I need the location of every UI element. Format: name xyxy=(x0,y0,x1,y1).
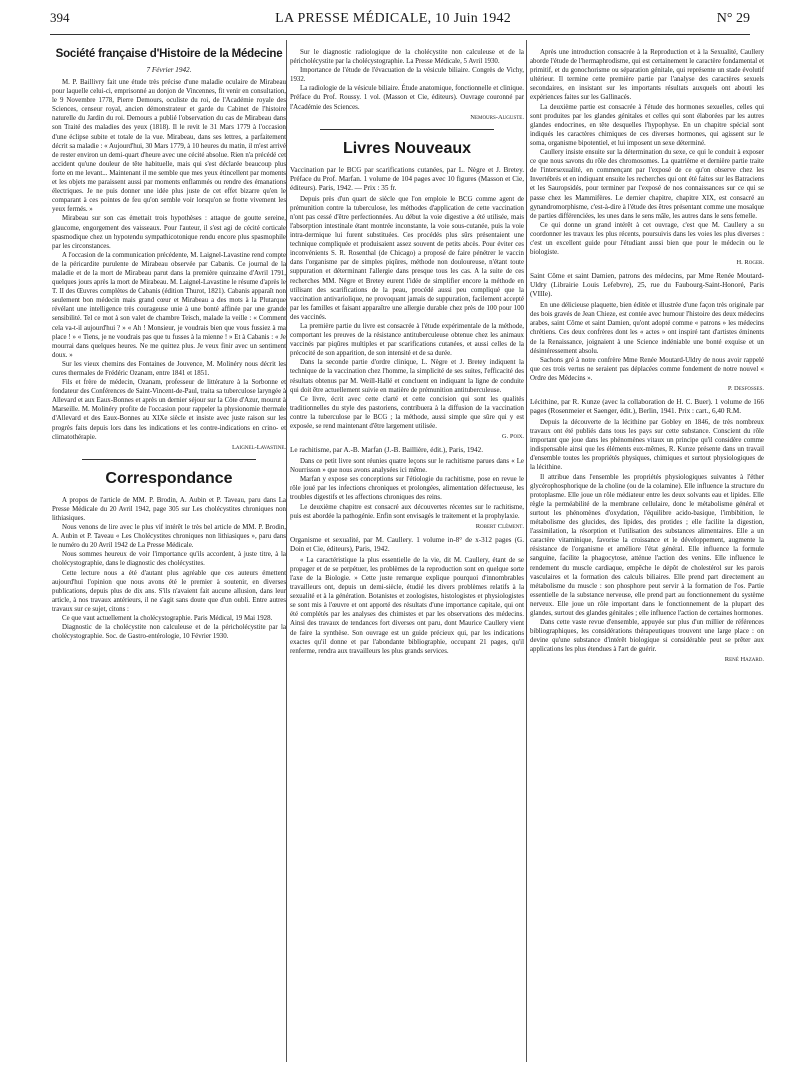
author-signature: Laignel-Lavastine. xyxy=(231,443,286,451)
author-signature: Nemours-Auguste. xyxy=(470,113,524,121)
paragraph: Caullery insiste ensuite sur la détermination du sexe, ce qui le conduit à exposer ce que nous savons du rôle des chromosomes. La quatrième et dernière partie traite de l'intersexualité, en commençant par l'exposé de ce qu'on observe chez les Invertébrés et en indiquant ensuite les recherches qui ont été faites sur les Batraciens et les Sauropsidés, pour terminer par l'exposé de nos connaissances sur ce qui se passe chez les Mammifères. Le dernier chapitre, chapitre XIX, est consacré au gynandromorphisme, c'est-à-dire à l'étude des êtres présentant comme une mosaïque de parties différenciées, les unes dans le sens mâle, les autres dans le sens femelle. xyxy=(530,149,764,220)
author-signature: René Hazard. xyxy=(724,656,764,664)
column-divider xyxy=(526,40,527,1062)
paragraph: Mirabeau sur son cas émettait trois hypothèses : attaque de goutte sereine, glaucome, engorgement des vaisseaux. Pour l'auteur, il s'est agi de cécité corticale spasmodique chez un hypotendu sympathicotonique rendu encore plus spasmophile par les circonstances. xyxy=(52,215,286,250)
paragraph: Nous sommes heureux de voir l'importance qu'ils accordent, à juste titre, à la cholécystographie, dans le diagnostic des cholécystites. xyxy=(52,551,286,568)
paragraph: Dans cette vaste revue d'ensemble, appuyée sur plus d'un millier de références bibliographiques, les considérations thérapeutiques trouvent une large place : on devine qu'une substance d'intérêt biologique si considérable peut se prêter aux applications les plus étendues à l'art de guérir. xyxy=(530,619,764,654)
review-heading: Saint Côme et saint Damien, patrons des médecins, par Mme Renée Moutard-Uldry (Librairie Louis Lefebvre), 25, rue du Faubourg-Saint-Honoré, Paris (VIIIe). xyxy=(530,272,764,299)
page-header xyxy=(50,10,750,32)
section-divider xyxy=(320,129,494,130)
new-books-title: Livres Nouveaux xyxy=(342,139,472,157)
review-heading: Vaccination par le BCG par scarifications cutanées, par L. Nègre et J. Bretey. Préface du Prof. Marfan. 1 volume de 104 pages avec 10 figures (Masson et Cie, éditeurs). Paris, 1942. — Prix : 35 fr. xyxy=(290,165,524,192)
society-section-title: Société française d'Histoire de la Médecine xyxy=(55,48,283,60)
column-2 xyxy=(290,48,524,656)
paragraph: Ce que vaut actuellement la cholécystographie. Paris Médical, 19 Mai 1928. xyxy=(62,614,273,622)
paragraph: M. P. Baillivry fait une étude très précise d'une maladie oculaire de Mirabeau pour laquelle celui-ci, emprisonné au donjon de Vincennes, fit venir en consultation, le 9 Novembre 1778, Pierre Demours, oculiste du roi, de l'Académie royale des Sciences, censeur royal, ancien démonstrateur et garde du Cabinet de l'histoire naturelle du Jardin du roi. Demours a publié l'observation du cas de Mirabeau dans son Traité des maladies des yeux (1818). Il le revit le 31 Mars 1779 à l'occasion d'une éclipse subite et totale de la vue. Mirabeau, dans ses lettres, a parfaitement décrit sa maladie : « Aujourd'hui, 30 Mars 1779, à 10 heures du matin, il m'est arrivé de rester environ un demi-quart d'heure avec une cécité absolue. Rien n'a précédé cet accident qu'une douleur de tête habituelle, mais qui s'est déclarée beaucoup plus forte en me levant... Maintenant il me semble que mes yeux étincellent par moments et les objets me paraissent aussi par moments enflammés ou rendre des émanations électriques. Je ne puis donner une idée plus juste de cet effet bizarre qu'en le comparant à ces pointes de feu qu'on semble voir lorsqu'on se frotte vivement les yeux fermés. » xyxy=(52,79,286,214)
paragraph: Marfan y expose ses conceptions sur l'étiologie du rachitisme, pose en revue le rôle joué par les infections chroniques et prolongées, alimentation défectueuse, les troubles digestifs et les affections chroniques des reins. xyxy=(290,476,524,502)
paragraph: Sur le diagnostic radiologique de la cholécystite non calculeuse et de la péricholécystite par la cholécystographie. La Presse Médicale, 5 Avril 1930. xyxy=(290,49,524,66)
paragraph: Ce qui donne un grand intérêt à cet ouvrage, c'est que M. Caullery a su coordonner les travaux les plus récents, poursuivis dans les voies les plus diverses : c'est un excellent guide pour l'étudiant aussi bien que pour le médecin ou le biologiste. xyxy=(530,221,764,257)
author-signature: H. Roger. xyxy=(736,259,764,267)
correspondence-title: Correspondance xyxy=(105,469,233,487)
review-heading: Organisme et sexualité, par M. Caullery. 1 volume in-8° de x-312 pages (G. Doin et Cie, éditeurs), Paris, 1942. xyxy=(290,535,524,553)
paragraph: Dans la seconde partie d'ordre clinique, L. Nègre et J. Bretey indiquent la technique de la vaccination chez l'homme, la simplicité de ses suites, l'efficacité des résultats obtenus par M. Weill-Hallé et concluent en indiquant la ligne de conduite qui doit être actuellement suivie en matière de prémunition antituberculeuse. xyxy=(290,359,524,394)
review-heading: Le rachitisme, par A.-B. Marfan (J.-B. Baillière, édit.), Paris, 1942. xyxy=(290,446,484,455)
paragraph: Le deuxième chapitre est consacré aux découvertes récentes sur le rachitisme, puis est abordée la pathogénie. Enfin sont envisagés le traitement et la prophylaxie. xyxy=(290,503,524,520)
paragraph: Dans ce petit livre sont réunies quatre leçons sur le rachitisme parues dans « Le Nourrisson » que nous avons analysées ici même. xyxy=(290,458,524,475)
paragraph: La radiologie de la vésicule biliaire. Étude anatomique, fonctionnelle et clinique. Préface du Prof. Roussy. 1 vol. (Masson et Cie, éditeurs). Ouvrage couronné par l'Académie des Sciences. xyxy=(290,85,524,111)
paragraph: Depuis la découverte de la lécithine par Gobley en 1846, de très nombreux travaux ont été publiés dans tous les pays sur cette substance. Conscient du rôle important que joue dans les phénomènes vitaux un principe qu'il considère comme indispensable ainsi que les éléments eux-mêmes, R. Kunze présente dans un travail d'ensemble toutes les propriétés physiques, chimiques et surtout physiologiques de la lécithine. xyxy=(530,419,764,472)
column-divider xyxy=(286,40,287,1062)
review-heading: Lécithine, par R. Kunze (avec la collaboration de H. C. Buer). 1 volume de 166 pages (Rosenmeier et Saenger, édit.), Berlin, 1941. Prix : cart., 6,40 R.M. xyxy=(530,398,764,415)
paragraph: Depuis près d'un quart de siècle que l'on emploie le BCG comme agent de prémunition contre la tuberculose, les méthodes d'application de cette vaccination n'ont pas cessé d'être perfectionnées. Au début la voie digestive a été utilisée, mais l'absorption intestinale étant montrée inconstante, la voie sous-cutanée, puis la voie intra-dermique lui furent substituées. Ces procédés plus sûrs présentaient une technique compliquée et produisaient assez souvent de petits abcès. Pour éviter ces inconvénients S. R. Rosenthal (de Chicago) a proposé de faire pénétrer le vaccin dans l'organisme par de simples piqûres, méthode non douloureuse, n'étant toute suppuration et déterminant l'allergie dans presque tous les cas. A la suite de ces recherches MM. Nègre et Bretey eurent l'idée de simplifier encore la méthode en utilisant des scarifications de la peau, procédé aussi peu compliqué que la vaccination antivariolique, ne provoquant jamais de suppuration, facilement accepté par les familles et faisant apparaître une allergie durable chez près de 100 pour 100 des vaccinés. xyxy=(290,195,524,321)
paragraph: A l'occasion de la communication précédente, M. Laignel-Lavastine rend compte de la péricardite purulente de Mirabeau observée par Cabanis. Ce journal de la maladie et de la mort de Mirabeau parut dans la première quinzaine d'Avril 1791, quelques jours après la mort de Mirabeau. M. Laignel-Lavastine le résume d'après le T. II des Œuvres complètes de Cabanis (édition Thurot, 1821). Cabanis apparaît non seulement bon médecin mais grand cœur et Mirabeau a des mots à la Plutarque révélant une intelligence très courageuse unie à une bonté affinée par une grande sensibilité. Tel ce mot à son valet de chambre Teisch, malade la veille : « Comment cela va-t-il aujourd'hui ? » « Ah ! Monsieur, je voudrais bien que vous fussiez à ma place ! » « Tiens, je ne voudrais pas que tu fusses à la mienne ! » Et à Cabanis : « Je mourrai dans quelques heures. Ne me quittez plus. Je veux finir avec un sentiment doux. » xyxy=(52,251,286,359)
paragraph: La première partie du livre est consacrée à l'étude expérimentale de la méthode, comportant les preuves de la résistance antituberculeuse obtenue chez les animaux vaccinés par piqûres multiples et par scarifications cutanées, et aussi celles de la précocité de son apparition, de son intensité et de sa durée. xyxy=(290,322,524,358)
paragraph: Diagnostic de la cholécystite non calculeuse et de la péricholécystite par la cholécystographie. Soc. de Gastro-entérologie, 10 Février 1930. xyxy=(52,624,286,641)
header-rule xyxy=(50,34,750,35)
paragraph: La deuxième partie est consacrée à l'étude des hormones sexuelles, celles qui sont produites par les glandes génitales et celles qui sont élaborées par les autres glandes endocrines, en tête desquelles l'hypophyse. En un chapitre spécial sont indiqués les caractères chimiques de ces diverses hormones, qui agissent sur le soma, organisme bipotentiel, et lui imposent un sexe déterminé. xyxy=(530,103,764,147)
issue-number: N° 29 xyxy=(716,11,750,26)
paragraph: Sur les vieux chemins des Fontaines de Jouvence, M. Molinéry nous décrit les cures thermales de Frédéric Ozanam, entre 1841 et 1851. xyxy=(52,360,286,377)
paragraph: « La caractéristique la plus essentielle de la vie, dit M. Caullery, étant de se propager et de se perpétuer, les problèmes de la reproduction sont en quelque sorte l'axe de la Biologie. » Cette juste remarque explique pourquoi d'innombrables travailleurs ont, depuis un demi-siècle, étudié les divers problèmes relatifs à la sexualité et à la génération. Botanistes et zoologistes, histologistes et physiologistes se sont mis à l'œuvre et ont apporté des résultats d'une importance capitale, qui ont été complétés par les analyses des chimistes et par les observations des médecins. Ainsi des travaux de tendances fort diverses ont paru, dont Maurice Caullery vient de faire la synthèse. Son ouvrage est un guide précieux qui, par les indications exactes qu'il donne et par l'abondante bibliographie, occupant 21 pages, qu'il renferme, rendra aux travailleurs les plus grands services. xyxy=(290,556,524,655)
society-session-date: 7 Février 1942. xyxy=(146,66,192,74)
paragraph: A propos de l'article de MM. P. Brodin, A. Aubin et P. Taveau, paru dans La Presse Médicale du 20 Avril 1942, page 305 sur Les cholécystites chroniques non lithiasiques. xyxy=(52,496,286,522)
author-signature: G. Poix. xyxy=(501,433,524,441)
paragraph: Ce livre, écrit avec cette clarté et cette concision qui sont les qualités traditionnelles du style des pastoriens, contribuera à la diffusion de la vaccination contre la tuberculose par le BCG ; la méthode, aussi simple que sûre qui y est exposée, se rend maintenant d'être largement utilisée. xyxy=(290,395,524,430)
paragraph: Il attribue dans l'ensemble les propriétés physiologiques suivantes à l'éther glycérophosphorique de la choline (ou de la colamine). Elle influence la structure du protoplasme. Elle joue un rôle médiateur entre les deux solvants eau et lipides. Elle règle la perméabilité de la membrane cellulaire, donc le métabolisme général et surtout les phénomènes d'oxydation, l'équilibre acido-basique, l'imbibition, le métabolisme des glucides, des lipides, des protides ; elle facilite la digestion, l'assimilation, la résorption et l'utilisation des substances alimentaires. Elle a un caractère vitaminique, favorise la croissance et le développement, augmente la résistance de l'organisme et améliore l'état général. Elle influence la formule sanguine, facilite la phagocytose, atténue l'action des venins. Elle influence le rendement du muscle cardiaque, empêche le dépôt de cholestérol sur les parois vasculaires et la formation des calculs biliaires. Elle prend part directement au métabolisme du muscle : son phosphore peut servir à la formation de l'os. Partie essentielle de la substance nerveuse, elle prend part au fonctionnement du système nerveux. Elle joue un rôle important dans le fonctionnement de la plupart des glandes, surtout des glandes génitales ; elle influence l'action de certaines hormones. xyxy=(530,473,764,617)
paragraph: Nous venons de lire avec le plus vif intérêt le très bel article de MM. P. Brodin, A. Aubin et P. Taveau « Les Cholécystites chroniques non lithiasiques », paru dans le numéro du 20 Avril 1942 de La Presse Médicale. xyxy=(52,524,286,550)
column-1 xyxy=(52,48,286,641)
section-divider xyxy=(82,459,256,460)
journal-title: LA PRESSE MÉDICALE, 10 Juin 1942 xyxy=(275,11,512,26)
paragraph: En une délicieuse plaquette, bien éditée et illustrée d'une façon très originale par des bois gravés de Jean Chieze, est contée avec humour l'histoire des deux médecins arabes, saint Côme et saint Damien, qu'ont adopté comme « patrons » les médecins chrétiens. Ces deux confrères dont les « actes » ont inspiré tant d'artistes éminents de la Renaissance, joignaient à une Science indéniable une bonté exquise et un désintéressement absolu. xyxy=(530,302,764,355)
author-signature: Robert Clément. xyxy=(475,522,524,530)
column-3 xyxy=(530,48,764,669)
page-number: 394 xyxy=(50,10,70,25)
author-signature: P. Desfosses. xyxy=(727,385,764,392)
paragraph: Importance de l'étude de l'évacuation de la vésicule biliaire. Congrès de Vichy, 1932. xyxy=(290,67,524,84)
paragraph: Fils et frère de médecin, Ozanam, professeur de littérature à la Sorbonne et fondateur des Conférences de Saint-Vincent-de-Paul, traita sa tuberculose laryngée à Allevard et aux Eaux-Bonnes et après un dernier séjour sur la Côte d'Azur, mourut à Marseille. M. Molinéry profite de l'occasion pour rappeler la physionomie thermale d'Allevard et des Eaux-Bonnes au XIXe siècle et insiste avec juste raison sur les progrès faits depuis lors dans les indications et les contre-indications en crino- et climatothérapie. xyxy=(52,379,286,441)
paragraph: Cette lecture nous a été d'autant plus agréable que ces auteurs émettent aujourd'hui l'opinion que nous avons été le premier à soutenir, en diverses publications, depuis plus de dix ans. S'ils n'avaient fait aucune allusion, dans leur article, à nos travaux antérieurs, il ne s'agit sans doute que d'un oubli. Entre autres travaux sur ce sujet, citons : xyxy=(52,569,286,613)
paragraph: Sachons gré à notre confrère Mme Renée Moutard-Uldry de nous avoir rappelé que ces trois vertus ne seraient pas déplacées comme fondement de notre nouvel « Ordre des Médecins ». xyxy=(530,356,764,382)
paragraph: Après une introduction consacrée à la Reproduction et à la Sexualité, Caullery aborde l'étude de l'hermaphrodisme, qui est certainement le caractère fondamental et primitif, et du gonochorisme ou séparation génitale, qui représente un stade évolutif ultérieur. Il termine cette première partie par l'analyse des caractères sexuels secondaires, en insistant sur les importants résultats auxquels ont abouti les expériences faites sur les Gallinacés. xyxy=(530,49,764,102)
